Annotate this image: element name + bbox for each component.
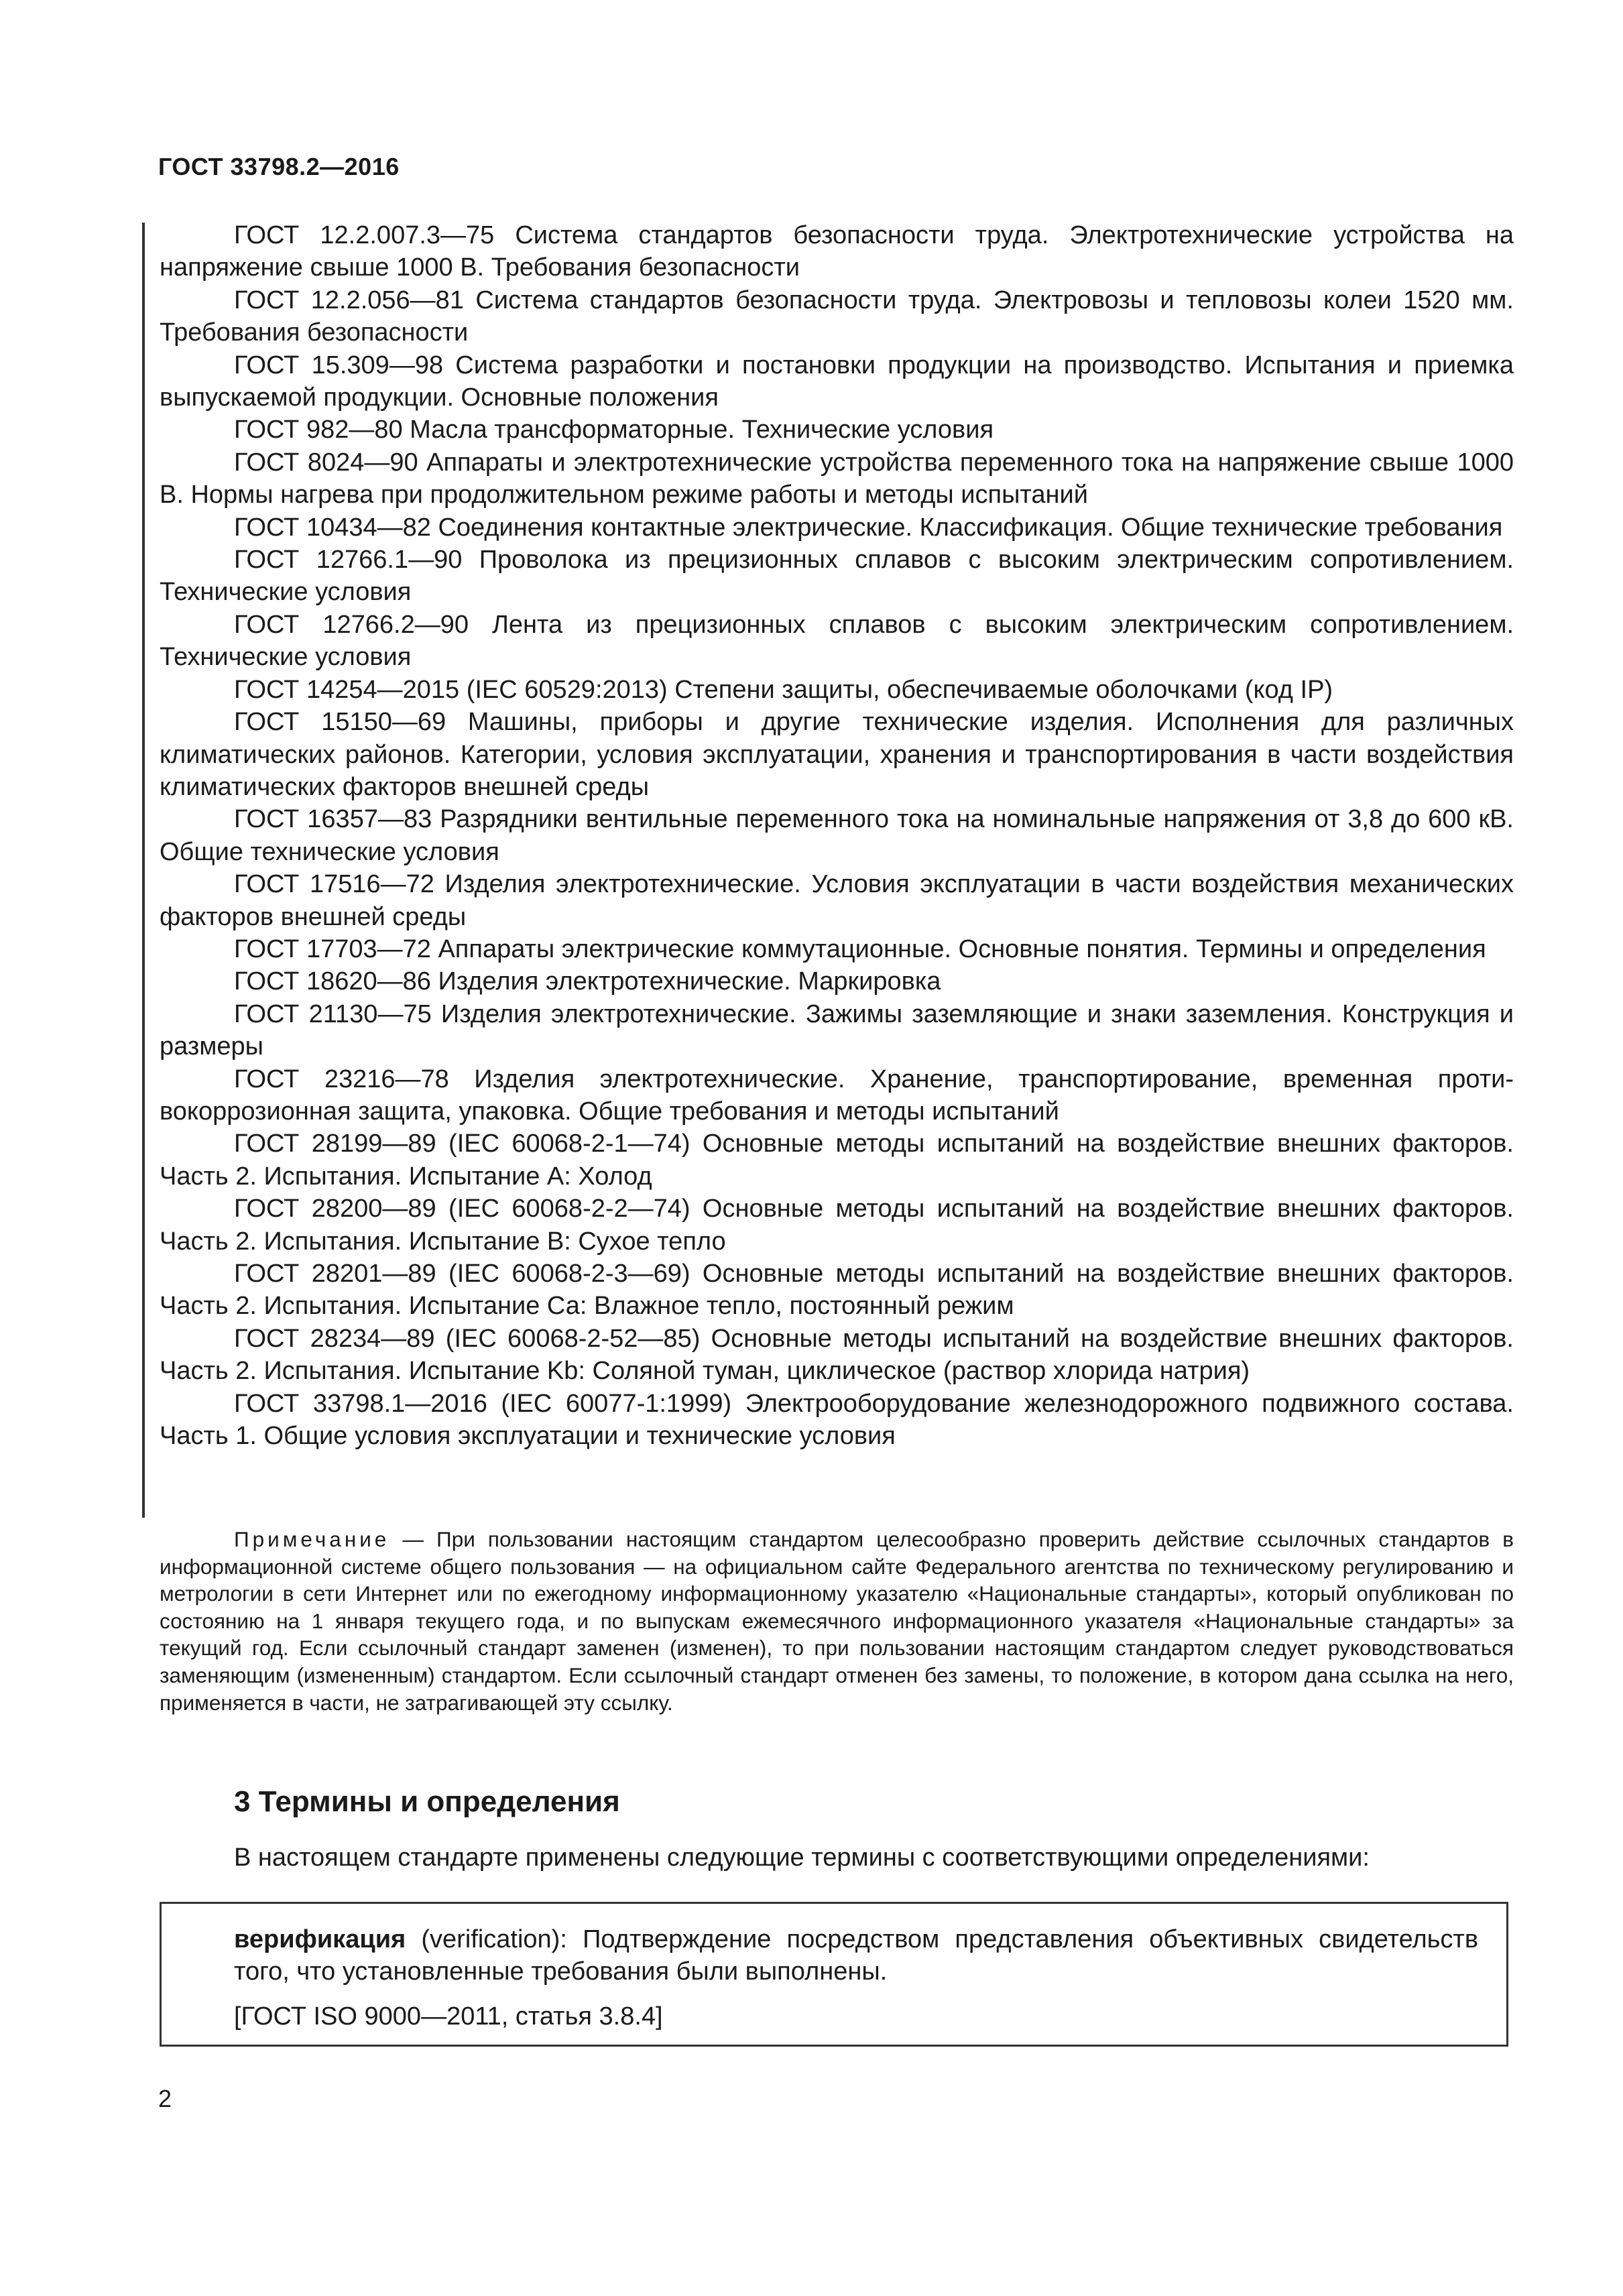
note-paragraph <box>160 1526 1514 1716</box>
reference-item: ГОСТ 28199—89 (IEC 60068-2-1—74) Основные методы испытаний на воздействие внешних факторов. Часть 2. Испытания. Испытание А: Холод <box>160 1130 1514 1191</box>
term-english: (verification) <box>406 1925 560 1953</box>
reference-item: ГОСТ 12766.2—90 Лента из прецизионных сплавов с высоким электрическим сопротивлением. Технические условия <box>160 610 1514 672</box>
term-definition-text: : Подтверждение посредством представления объективных свидетельств того, что установленные требования были выполнены. <box>234 1925 1479 1986</box>
page-number: 2 <box>158 2085 172 2112</box>
reference-item: ГОСТ 28200—89 (IEC 60068-2-2—74) Основные методы испытаний на воздействие внешних факторов. Часть 2. Испытания. Испытание В: Сухое тепло <box>160 1195 1514 1256</box>
reference-item: ГОСТ 17516—72 Изделия электротехнические. Условия эксплуатации в части воздействия механических факторов внешней среды <box>160 870 1514 931</box>
reference-item: ГОСТ 15150—69 Машины, приборы и другие технические изделия. Исполнения для различных климатических районов. Категории, условия эксплуатации, хранения и транспортирования в части воздействия климатических факторов внешней среды <box>160 708 1514 801</box>
reference-item: ГОСТ 14254—2015 (IEC 60529:2013) Степени защиты, обеспечиваемые оболочками (код IP) <box>234 675 1333 704</box>
document-header: ГОСТ 33798.2—2016 <box>158 153 400 180</box>
reference-item: ГОСТ 28234—89 (IEC 60068-2-52—85) Основные методы испытаний на воздействие внешних факторов. Часть 2. Испытания. Испытание Kb: Соляной туман, циклическое (раствор хлорида натрия) <box>160 1324 1514 1386</box>
note-text: — При пользовании настоящим стандартом целесообразно проверить действие ссылочных стандартов в информационной системе общего пользования — на официальном сайте Федерального агентства по техническому регулированию и метрологии в сети Интернет или по ежегодному информационному указателю «Национальные стандарты», который опубликован по состоянию на 1 января текущего года, и по выпускам ежемесячного информационного указателя «Национальные стандарты» за текущий год. Если ссылочный стандарт заменен (изменен), то при пользовании настоящим стандартом следует руководствоваться заменяющим (измененным) стандартом. Если ссылочный стандарт отменен без замены, то положение, в котором дана ссылка на него, применяется в части, не затрагивающей эту ссылку. <box>160 1527 1514 1715</box>
note-label: Примечание <box>234 1527 390 1551</box>
reference-item: ГОСТ 12766.1—90 Проволока из прецизионных сплавов с высоким электрическим сопротивлением. Технические условия <box>160 546 1514 607</box>
reference-item: ГОСТ 12.2.007.3—75 Система стандартов безопасности труда. Электротехнические устройства на напряжение свыше 1000 В. Требования безопасности <box>160 221 1514 282</box>
reference-item: ГОСТ 16357—83 Разрядники вентильные переменного тока на номинальные напряжения от 3,8 до 600 кВ. Общие технические условия <box>160 805 1514 866</box>
term-source: [ГОСТ ISO 9000—2011, статья 3.8.4] <box>234 2002 663 2031</box>
reference-item: ГОСТ 18620—86 Изделия электротехнические. Маркировка <box>234 967 941 996</box>
section-intro: В настоящем стандарте применены следующие термины с соответствующими определениями: <box>234 1844 1370 1872</box>
reference-item: ГОСТ 10434—82 Соединения контактные электрические. Классификация. Общие технические требования <box>234 513 1503 542</box>
section-title: 3 Термины и определения <box>234 1785 620 1818</box>
term-name: верификация <box>234 1925 406 1953</box>
reference-item: ГОСТ 21130—75 Изделия электротехнические. Зажимы заземляющие и знаки заземления. Конструкция и размеры <box>160 1000 1514 1061</box>
reference-item: ГОСТ 23216—78 Изделия электротехнические. Хранение, транспортирование, временная противокоррозионная защита, упаковка. Общие требования и методы испытаний <box>160 1065 1514 1126</box>
change-bar <box>142 223 145 1518</box>
term-definition-box <box>160 1902 1508 2047</box>
reference-item: ГОСТ 33798.1—2016 (IEC 60077-1:1999) Электрооборудование железнодорожного подвижного состава. Часть 1. Общие условия эксплуатации и технические условия <box>160 1389 1514 1451</box>
reference-item: ГОСТ 982—80 Масла трансформаторные. Технические условия <box>234 416 994 444</box>
term-definition <box>234 1923 1478 1988</box>
reference-item: ГОСТ 28201—89 (IEC 60068-2-3—69) Основные методы испытаний на воздействие внешних факторов. Часть 2. Испытания. Испытание Са: Влажное тепло, постоянный режим <box>160 1260 1514 1321</box>
reference-item: ГОСТ 17703—72 Аппараты электрические коммутационные. Основные понятия. Термины и определения <box>234 934 1486 963</box>
normative-references-list <box>160 219 1514 1452</box>
reference-item: ГОСТ 8024—90 Аппараты и электротехнические устройства переменного тока на напряжение свыше 1000 В. Нормы нагрева при продолжительном режиме работы и методы испытаний <box>160 448 1514 509</box>
reference-item: ГОСТ 15.309—98 Система разработки и постановки продукции на производство. Испытания и приемка выпускаемой продукции. Основные положения <box>160 351 1514 412</box>
reference-item: ГОСТ 12.2.056—81 Система стандартов безопасности труда. Электровозы и тепловозы колеи 1520 мм. Требования безопасности <box>160 286 1514 347</box>
